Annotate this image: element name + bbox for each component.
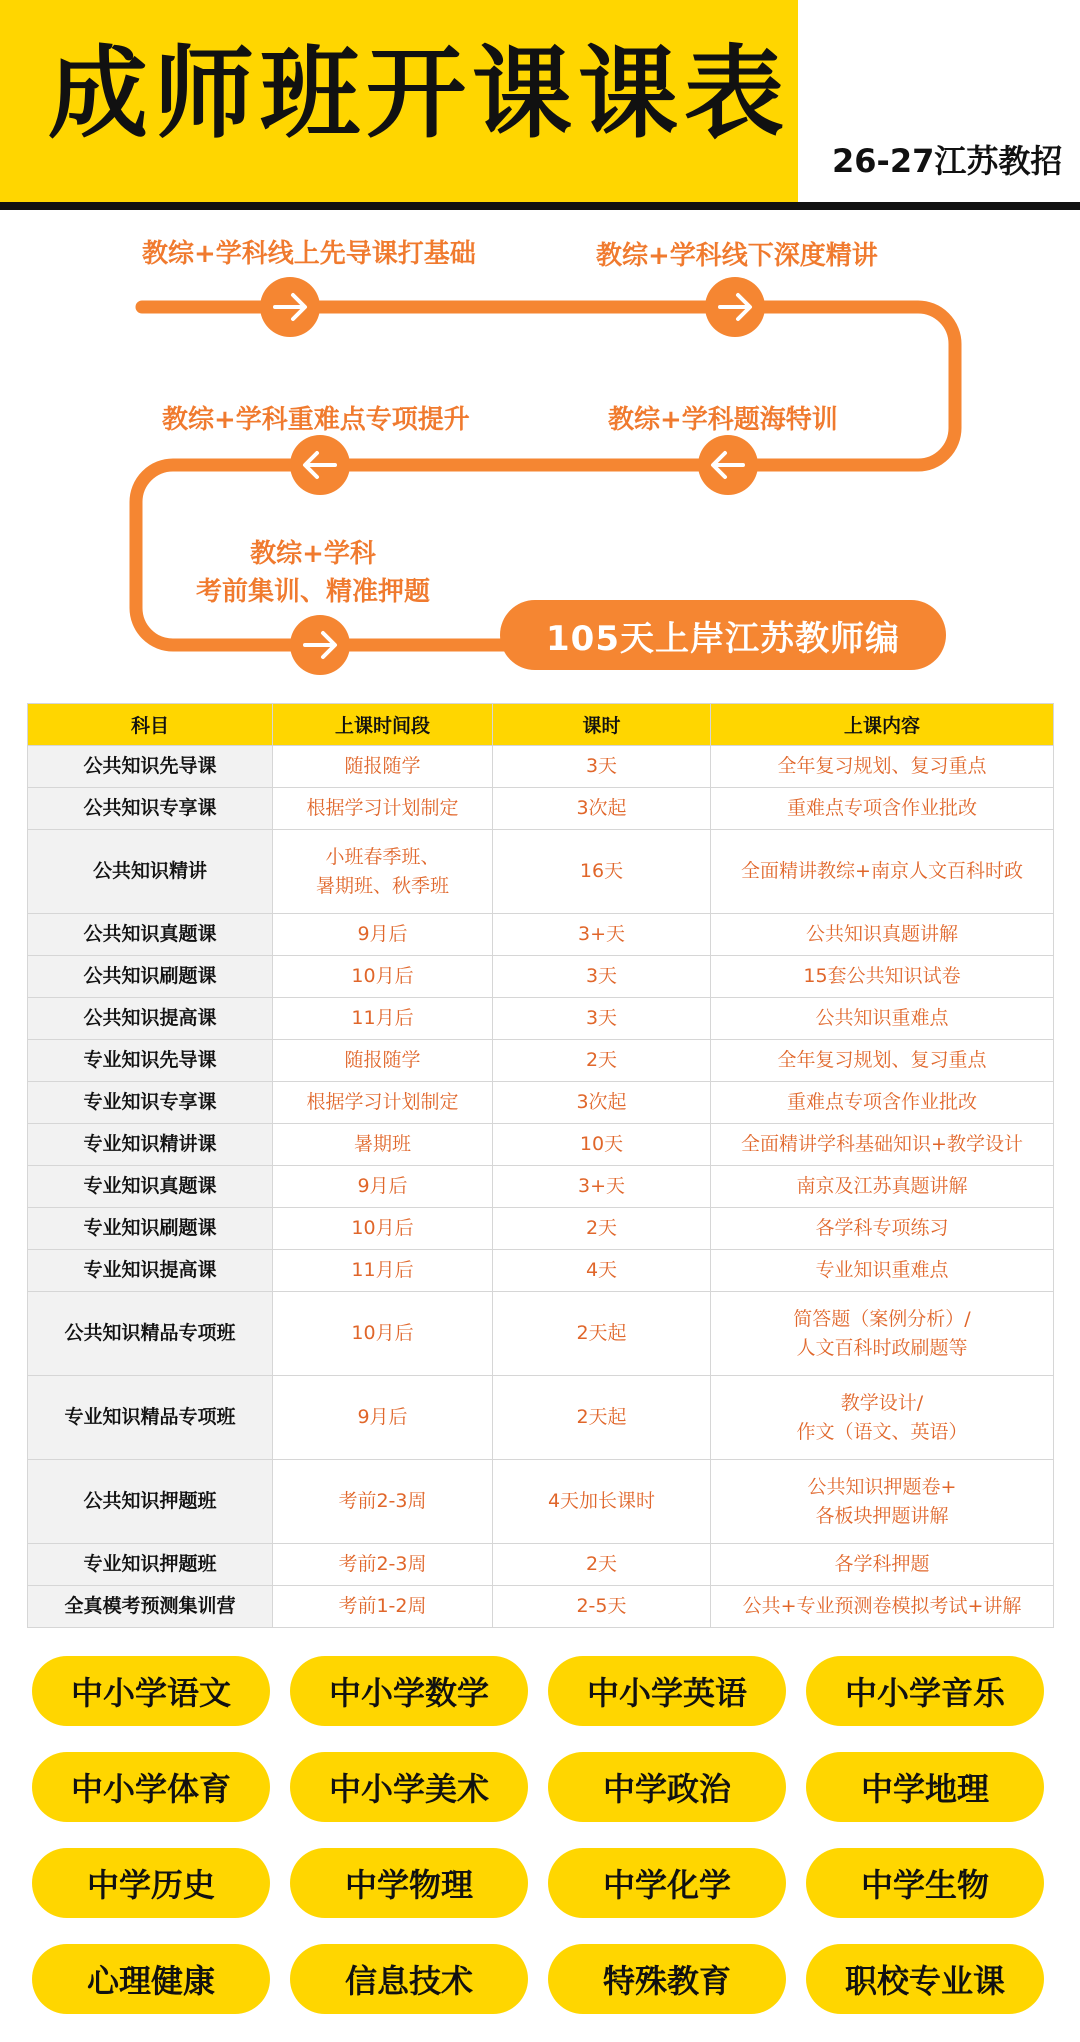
subject-badge: 中小学英语 <box>548 1656 786 1726</box>
table-row <box>28 1082 1054 1124</box>
flow-step-5-line-2: 考前集训、精准押题 <box>196 576 431 607</box>
subject-cell: 公共知识精品专项班 <box>28 1292 273 1376</box>
content-cell: 全面精讲教综+南京人文百科时政 <box>711 830 1054 914</box>
table-row <box>28 1250 1054 1292</box>
hours-cell: 3次起 <box>493 788 711 830</box>
subject-cell: 公共知识提高课 <box>28 998 273 1040</box>
content-cell: 教学设计/ 作文（语文、英语） <box>711 1376 1054 1460</box>
table-header-row <box>28 704 1054 746</box>
subject-badge: 心理健康 <box>32 1944 270 2014</box>
subject-cell: 公共知识先导课 <box>28 746 273 788</box>
column-header-hours: 课时 <box>493 704 711 746</box>
hours-cell: 3+天 <box>493 1166 711 1208</box>
flow-step-4: 教综+学科重难点专项提升 <box>162 405 470 435</box>
page-title: 成师班开课课表 <box>48 35 790 152</box>
content-cell: 南京及江苏真题讲解 <box>711 1166 1054 1208</box>
content-cell: 重难点专项含作业批改 <box>711 1082 1054 1124</box>
hours-cell: 2天 <box>493 1208 711 1250</box>
subject-badge: 中小学美术 <box>290 1752 528 1822</box>
subject-grid <box>32 1656 1048 2014</box>
flow-step-2: 教综+学科线下深度精讲 <box>596 241 878 271</box>
content-cell: 15套公共知识试卷 <box>711 956 1054 998</box>
subject-cell: 公共知识押题班 <box>28 1460 273 1544</box>
subject-badge: 中学化学 <box>548 1848 786 1918</box>
subject-badge: 中学地理 <box>806 1752 1044 1822</box>
column-header-period: 上课时间段 <box>273 704 493 746</box>
arrow-right-icon <box>290 615 350 675</box>
goal-badge: 105天上岸江苏教师编 <box>500 600 946 670</box>
arrow-left-icon <box>290 435 350 495</box>
hours-cell: 2天起 <box>493 1292 711 1376</box>
content-cell: 全年复习规划、复习重点 <box>711 746 1054 788</box>
subject-badge: 中学物理 <box>290 1848 528 1918</box>
flow-step-1: 教综+学科线上先导课打基础 <box>142 239 476 269</box>
period-cell: 考前1-2周 <box>273 1586 493 1628</box>
period-cell: 9月后 <box>273 1376 493 1460</box>
content-cell: 全面精讲学科基础知识+教学设计 <box>711 1124 1054 1166</box>
hours-cell: 10天 <box>493 1124 711 1166</box>
hours-cell: 2天 <box>493 1544 711 1586</box>
period-cell: 10月后 <box>273 1292 493 1376</box>
table-row <box>28 1040 1054 1082</box>
table-row <box>28 788 1054 830</box>
table-row <box>28 914 1054 956</box>
hours-cell: 3天 <box>493 956 711 998</box>
subject-badge: 特殊教育 <box>548 1944 786 2014</box>
period-cell: 9月后 <box>273 1166 493 1208</box>
table-row <box>28 1166 1054 1208</box>
period-cell: 11月后 <box>273 1250 493 1292</box>
schedule-table <box>27 703 1054 1628</box>
subject-badge: 中小学数学 <box>290 1656 528 1726</box>
content-cell: 专业知识重难点 <box>711 1250 1054 1292</box>
content-cell: 重难点专项含作业批改 <box>711 788 1054 830</box>
column-header-subject: 科目 <box>28 704 273 746</box>
period-cell: 9月后 <box>273 914 493 956</box>
subject-badge: 中学历史 <box>32 1848 270 1918</box>
period-cell: 根据学习计划制定 <box>273 788 493 830</box>
period-cell: 暑期班 <box>273 1124 493 1166</box>
subject-badge: 中学生物 <box>806 1848 1044 1918</box>
hours-cell: 3天 <box>493 998 711 1040</box>
subject-cell: 专业知识押题班 <box>28 1544 273 1586</box>
table-row <box>28 1208 1054 1250</box>
period-cell: 随报随学 <box>273 746 493 788</box>
content-cell: 各学科押题 <box>711 1544 1054 1586</box>
subject-cell: 专业知识专享课 <box>28 1082 273 1124</box>
subject-cell: 专业知识提高课 <box>28 1250 273 1292</box>
period-cell: 随报随学 <box>273 1040 493 1082</box>
table-row <box>28 1544 1054 1586</box>
period-cell: 考前2-3周 <box>273 1544 493 1586</box>
table-row <box>28 1292 1054 1376</box>
table-row <box>28 1460 1054 1544</box>
subject-cell: 公共知识刷题课 <box>28 956 273 998</box>
table-row <box>28 998 1054 1040</box>
table-row <box>28 830 1054 914</box>
content-cell: 公共+专业预测卷模拟考试+讲解 <box>711 1586 1054 1628</box>
period-cell: 根据学习计划制定 <box>273 1082 493 1124</box>
content-cell: 简答题（案例分析）/ 人文百科时政刷题等 <box>711 1292 1054 1376</box>
content-cell: 全年复习规划、复习重点 <box>711 1040 1054 1082</box>
period-cell: 10月后 <box>273 956 493 998</box>
subject-badge: 中小学音乐 <box>806 1656 1044 1726</box>
hours-cell: 2-5天 <box>493 1586 711 1628</box>
hours-cell: 3次起 <box>493 1082 711 1124</box>
content-cell: 公共知识真题讲解 <box>711 914 1054 956</box>
content-cell: 公共知识押题卷+ 各板块押题讲解 <box>711 1460 1054 1544</box>
subject-badge: 中小学语文 <box>32 1656 270 1726</box>
table-row <box>28 1376 1054 1460</box>
hours-cell: 2天起 <box>493 1376 711 1460</box>
subject-cell: 公共知识专享课 <box>28 788 273 830</box>
period-cell: 11月后 <box>273 998 493 1040</box>
subject-cell: 公共知识精讲 <box>28 830 273 914</box>
arrow-right-icon <box>705 277 765 337</box>
subject-cell: 全真模考预测集训营 <box>28 1586 273 1628</box>
subject-badge: 信息技术 <box>290 1944 528 2014</box>
hours-cell: 3天 <box>493 746 711 788</box>
subject-badge: 中学政治 <box>548 1752 786 1822</box>
table-row <box>28 1124 1054 1166</box>
period-cell: 考前2-3周 <box>273 1460 493 1544</box>
flow-step-3: 教综+学科题海特训 <box>608 405 838 435</box>
hours-cell: 3+天 <box>493 914 711 956</box>
subject-cell: 专业知识先导课 <box>28 1040 273 1082</box>
subject-badge: 职校专业课 <box>806 1944 1044 2014</box>
subject-cell: 专业知识精讲课 <box>28 1124 273 1166</box>
subject-cell: 专业知识真题课 <box>28 1166 273 1208</box>
arrow-right-icon <box>260 277 320 337</box>
table-row <box>28 1586 1054 1628</box>
table-row <box>28 746 1054 788</box>
flow-step-5-line-1: 教综+学科 <box>250 539 376 569</box>
arrow-left-icon <box>698 435 758 495</box>
period-cell: 小班春季班、 暑期班、秋季班 <box>273 830 493 914</box>
table-row <box>28 956 1054 998</box>
page-subtitle: 26-27江苏教招 <box>832 142 1063 180</box>
subject-badge: 中小学体育 <box>32 1752 270 1822</box>
column-header-content: 上课内容 <box>711 704 1054 746</box>
hours-cell: 16天 <box>493 830 711 914</box>
flow-step-5 <box>196 536 430 611</box>
subject-cell: 专业知识精品专项班 <box>28 1376 273 1460</box>
hours-cell: 2天 <box>493 1040 711 1082</box>
hours-cell: 4天加长课时 <box>493 1460 711 1544</box>
content-cell: 各学科专项练习 <box>711 1208 1054 1250</box>
table-body <box>28 746 1054 1628</box>
header-divider <box>0 202 1080 210</box>
subject-cell: 专业知识刷题课 <box>28 1208 273 1250</box>
hours-cell: 4天 <box>493 1250 711 1292</box>
period-cell: 10月后 <box>273 1208 493 1250</box>
content-cell: 公共知识重难点 <box>711 998 1054 1040</box>
subject-cell: 公共知识真题课 <box>28 914 273 956</box>
